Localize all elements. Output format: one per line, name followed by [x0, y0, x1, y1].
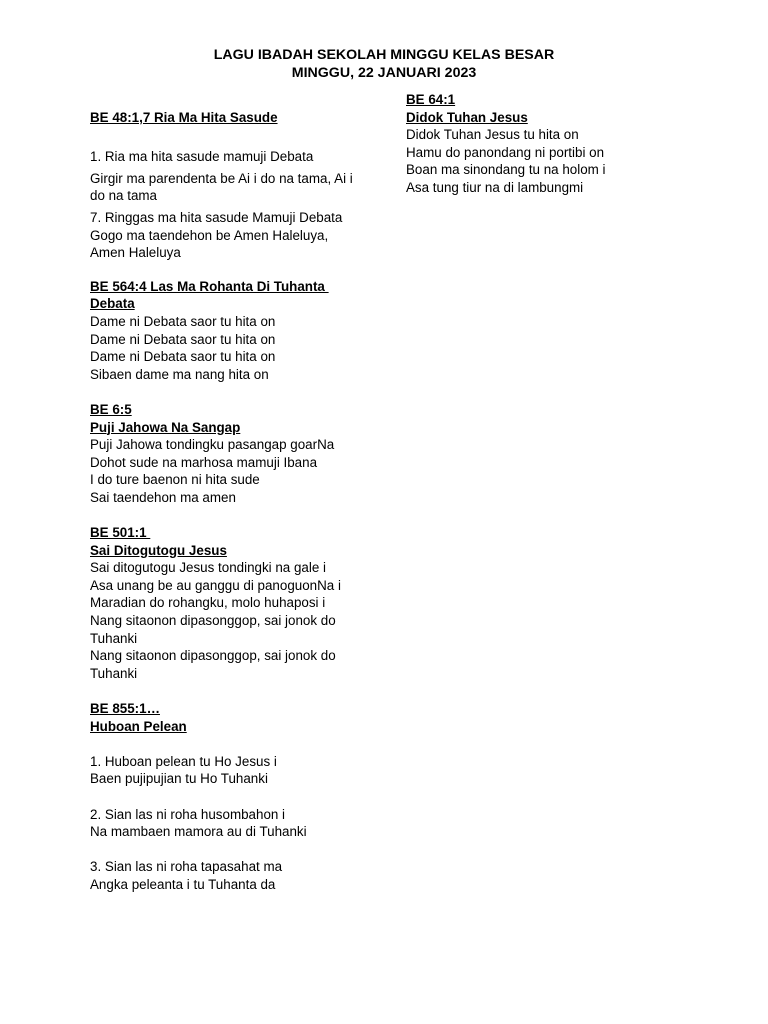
- document-date: MINGGU, 22 JANUARI 2023: [291, 65, 477, 81]
- lyric-line: Dohot sude na marhosa mamuji Ibana: [90, 454, 318, 470]
- lyric-line: Angka peleanta i tu Tuhanta da: [90, 876, 276, 892]
- lyric-line: Asa tung tiur na di lambungmi: [406, 179, 584, 195]
- lyric-line: Dame ni Debata saor tu hita on: [90, 331, 276, 347]
- song-number: BE 501:1: [90, 525, 151, 541]
- song-be-855: [90, 700, 358, 894]
- song-number: BE 64:1: [406, 92, 456, 107]
- lyric-line: Didok Tuhan Jesus tu hita on: [406, 127, 579, 143]
- lyric-line: Asa unang be au ganggu di panoguonNa i: [90, 577, 341, 593]
- lyric-line: 3. Sian las ni roha tapasahat ma: [90, 859, 283, 875]
- song-be-48: [90, 109, 358, 262]
- lyric-line: 1. Huboan pelean tu Ho Jesus i: [90, 753, 277, 769]
- song-number: BE 855:1…: [90, 701, 160, 716]
- lyric-line: Gogo ma taendehon be Amen Haleluya, Amen Haleluya: [90, 227, 329, 261]
- lyric-line: 2. Sian las ni roha husombahon i: [90, 806, 286, 822]
- lyric-line: Sai ditogutogu Jesus tondingki na gale i: [90, 560, 326, 576]
- song-be-6: [90, 401, 358, 507]
- document-title: LAGU IBADAH SEKOLAH MINGGU KELAS BESAR: [213, 47, 555, 63]
- lyric-line: Sibaen dame ma nang hita on: [90, 366, 269, 382]
- lyric-line: Girgir ma parendenta be Ai i do na tama, Ai i do na tama: [90, 170, 353, 204]
- lyric-line: Dame ni Debata saor tu hita on: [90, 349, 276, 365]
- lyric-line: Nang sitaonon dipasonggop, sai jonok do Tuhanki: [90, 648, 336, 681]
- song-heading: Puji Jahowa Na Sangap: [90, 419, 241, 435]
- song-heading: Sai Ditogutogu Jesus: [90, 542, 227, 558]
- lyric-line: 1. Ria ma hita sasude mamuji Debata: [90, 149, 314, 165]
- song-be-64: [406, 91, 606, 197]
- lyric-line: Puji Jahowa tondingku pasangap goarNa: [90, 437, 335, 453]
- lyric-line: Maradian do rohangku, molo huhaposi i: [90, 595, 326, 611]
- song-heading-continued: Debata: [90, 296, 135, 312]
- song-heading: Huboan Pelean: [90, 718, 187, 734]
- left-column: [90, 109, 358, 894]
- song-heading: BE 48:1,7 Ria Ma Hita Sasude: [90, 110, 278, 125]
- lyric-line: Baen pujipujian tu Ho Tuhanki: [90, 771, 268, 787]
- right-column: [406, 91, 606, 197]
- lyric-line: Dame ni Debata saor tu hita on: [90, 313, 276, 329]
- song-number: BE 6:5: [90, 401, 132, 417]
- lyric-line: I do ture baenon ni hita sude: [90, 472, 260, 488]
- song-be-501: [90, 524, 358, 682]
- lyric-line: Nang sitaonon dipasonggop, sai jonok do Tuhanki: [90, 613, 336, 646]
- lyric-line: 7. Ringgas ma hita sasude Mamuji Debata: [90, 209, 343, 225]
- lyric-line: Sai taendehon ma amen: [90, 489, 236, 505]
- lyric-line: Boan ma sinondang tu na holom i: [406, 162, 606, 178]
- lyric-line: Hamu do panondang ni portibi on: [406, 144, 605, 160]
- song-heading: BE 564:4 Las Ma Rohanta Di Tuhanta: [90, 278, 329, 294]
- lyric-line: Na mambaen mamora au di Tuhanki: [90, 824, 307, 840]
- song-be-564: [90, 278, 358, 384]
- song-heading: Didok Tuhan Jesus: [406, 109, 528, 125]
